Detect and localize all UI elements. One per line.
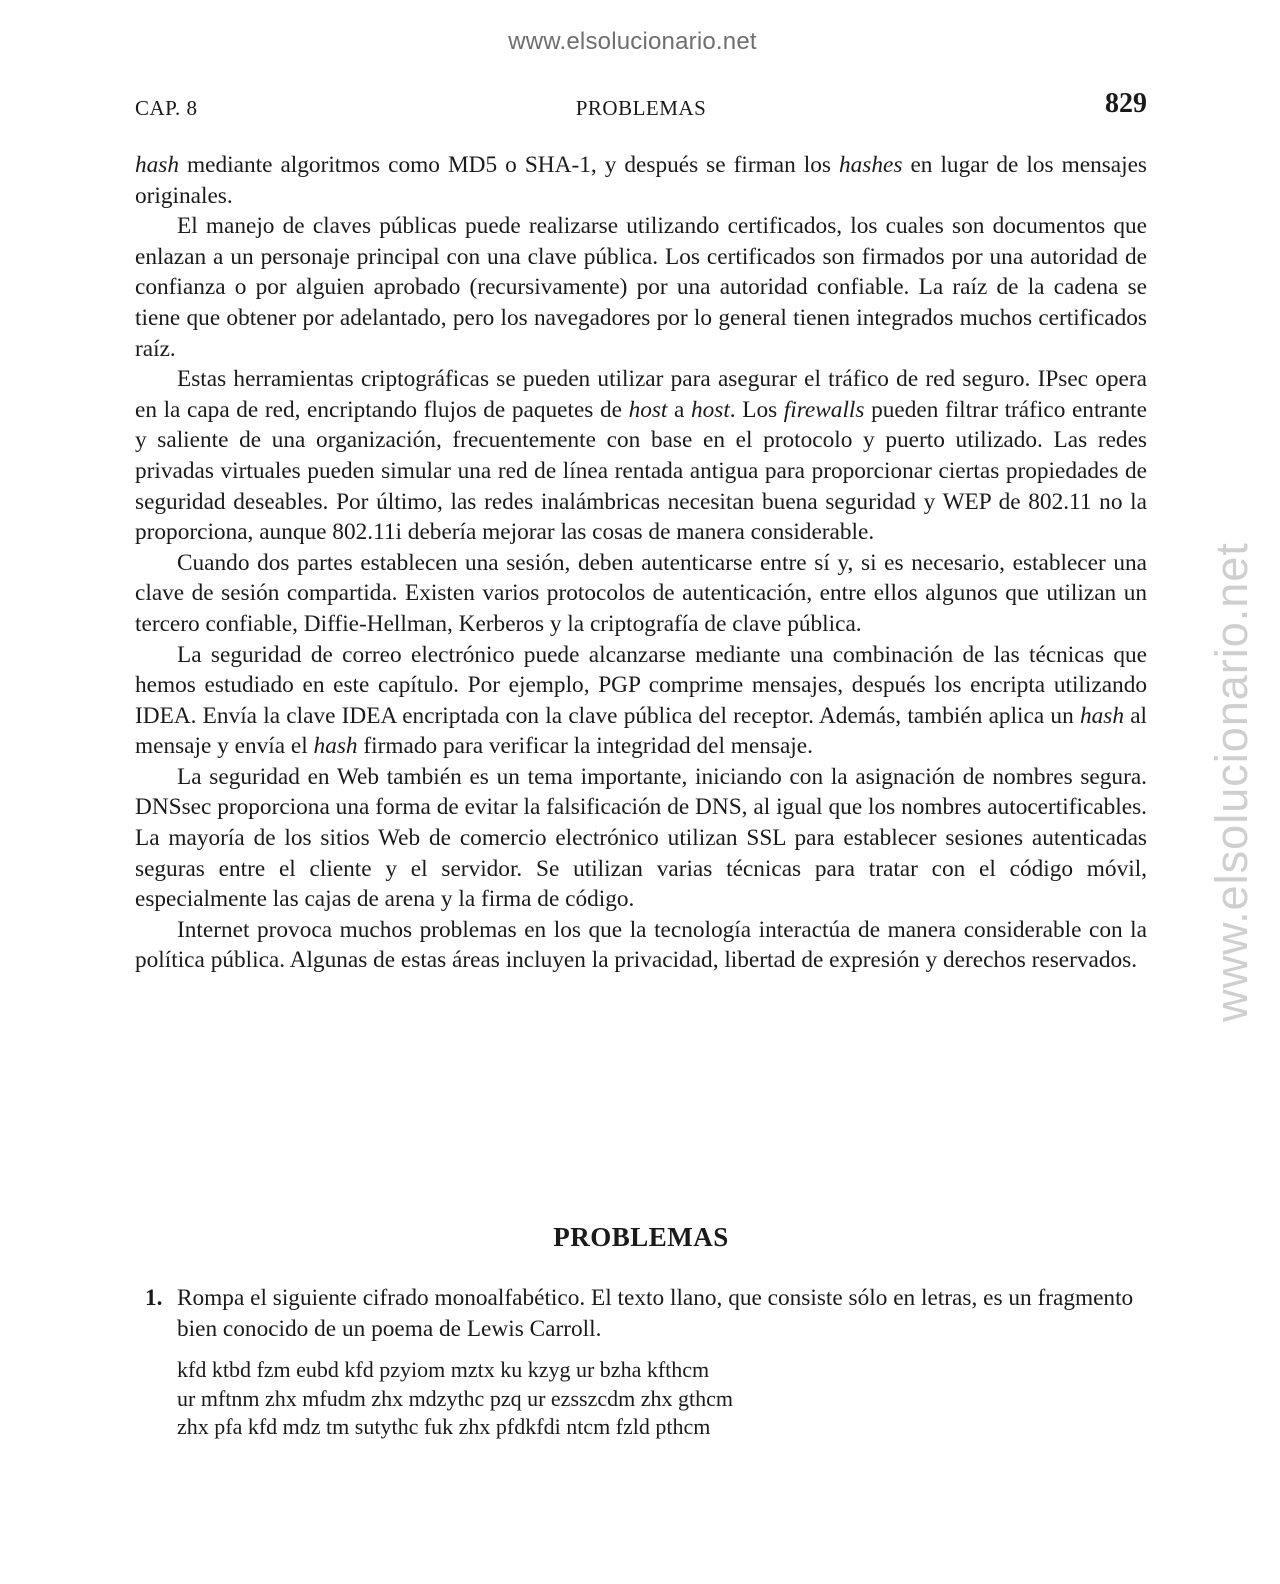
text-run: El manejo de claves públicas puede realizarse utilizando certificados, los cuales son documentos que enlazan a un personaje principal con una clave pública. Los certificados son firmados por una autoridad de confianza o por alguien aprobado (recursivamente) por una autoridad confiable. La raíz de la cadena se tiene que obtener por adelantado, pero los navegadores por lo general tienen integrados muchos certificados raíz. [135, 213, 1147, 362]
problem-statement: Rompa el siguiente cifrado monoalfabético. El texto llano, que consiste sólo en letras, es un fragmento bien conocido de un poema de Lewis Carroll. [177, 1285, 1134, 1342]
italic-term: host [628, 396, 668, 423]
paragraph [135, 762, 1147, 915]
page-number: 829 [1105, 88, 1147, 119]
paragraph [135, 211, 1147, 364]
text-run: Cuando dos partes establecen una sesión, deben autenticarse entre sí y, si es necesario, establecer una clave de sesión compartida. Existen varios protocolos de autenticación, entre ellos algunos que utilizan un tercero confiable, Diffie-Hellman, Kerberos y la criptografía de clave pública. [135, 549, 1147, 637]
text-run: Internet provoca muchos problemas en los que la tecnología interactúa de manera considerable con la política pública. Algunas de estas áreas incluyen la privacidad, libertad de expresión y derechos reservados. [135, 916, 1147, 974]
text-run: pueden filtrar tráfico entrante y saliente de una organización, frecuentemente con base en el protocolo y puerto utilizado. Las redes privadas virtuales pueden simular una red de línea rentada antigua para proporcionar ciertas propiedades de seguridad deseables. Por último, las redes inalámbricas necesitan buena seguridad y WEP de 802.11 no la proporciona, aunque 802.11i debería mejorar las cosas de manera considerable. [135, 396, 1147, 546]
italic-term: hash [135, 152, 180, 178]
section-heading: PROBLEMAS [553, 1222, 729, 1252]
text-run: firmado para verificar la integridad del mensaje. [357, 733, 813, 760]
watermark-top: www.elsolucionario.net [508, 28, 757, 55]
paragraph [135, 364, 1147, 548]
text-run: Estas herramientas criptográficas se pueden utilizar para asegurar el tráfico de red seguro. IPsec opera en la capa de red, encriptando flujos de paquetes de [135, 366, 1147, 423]
italic-term: hashes [838, 152, 903, 178]
text-run: mediante algoritmos como MD5 o SHA-1, y después se firman los [179, 152, 839, 178]
paragraph [135, 150, 1147, 211]
running-title: PROBLEMAS [575, 96, 707, 120]
text-run: La seguridad de correo electrónico puede alcanzarse mediante una combinación de las técnicas que hemos estudiado en este capítulo. Por ejemplo, PGP comprime mensajes, después los encripta utilizando IDEA. Envía la clave IDEA encriptada con la clave pública del receptor. Además, también aplica un [135, 641, 1147, 729]
paragraph [135, 640, 1147, 762]
italic-term: firewalls [783, 396, 865, 423]
ciphertext-line: ur mftnm zhx mfudm zhx mdzythc pzq ur ezsszcdm zhx gthcm [177, 1385, 733, 1411]
text-run: . Los [729, 396, 784, 423]
italic-term: hash [1079, 702, 1124, 729]
paragraph [135, 548, 1147, 640]
ciphertext-block [177, 1356, 1147, 1442]
paragraph [135, 915, 1147, 976]
problem-item [135, 1283, 1147, 1442]
text-run: La seguridad en Web también es un tema importante, iniciando con la asignación de nombres segura. DNSsec proporciona una forma de evitar la falsificación de DNS, al igual que los nombres autocertificables. La mayoría de los sitios Web de comercio electrónico utilizan SSL para establecer sesiones autenticadas seguras entre el cliente y el servidor. Se utilizan varias técnicas para tratar con el código móvil, especialmente las cajas de arena y la firma de código. [135, 763, 1147, 913]
chapter-label: CAP. 8 [135, 96, 198, 120]
ciphertext-line: zhx pfa kfd mdz tm sutythc fuk zhx pfdkfdi ntcm fzld pthcm [177, 1414, 711, 1440]
text-run: al mensaje y envía el [135, 702, 1148, 760]
ciphertext-line: kfd ktbd fzm eubd kfd pzyiom mztx ku kzyg ur bzha kfthcm [177, 1357, 710, 1383]
italic-term: host [690, 396, 730, 423]
problem-number: 1. [145, 1285, 163, 1311]
text-run: en lugar de los mensajes originales. [135, 152, 1147, 209]
text-run: a [667, 396, 691, 423]
chapter-summary-text [135, 150, 1147, 976]
italic-term: hash [313, 733, 358, 760]
watermark-side: www.elsolucionario.net [1206, 542, 1257, 1022]
running-head [135, 88, 1147, 124]
